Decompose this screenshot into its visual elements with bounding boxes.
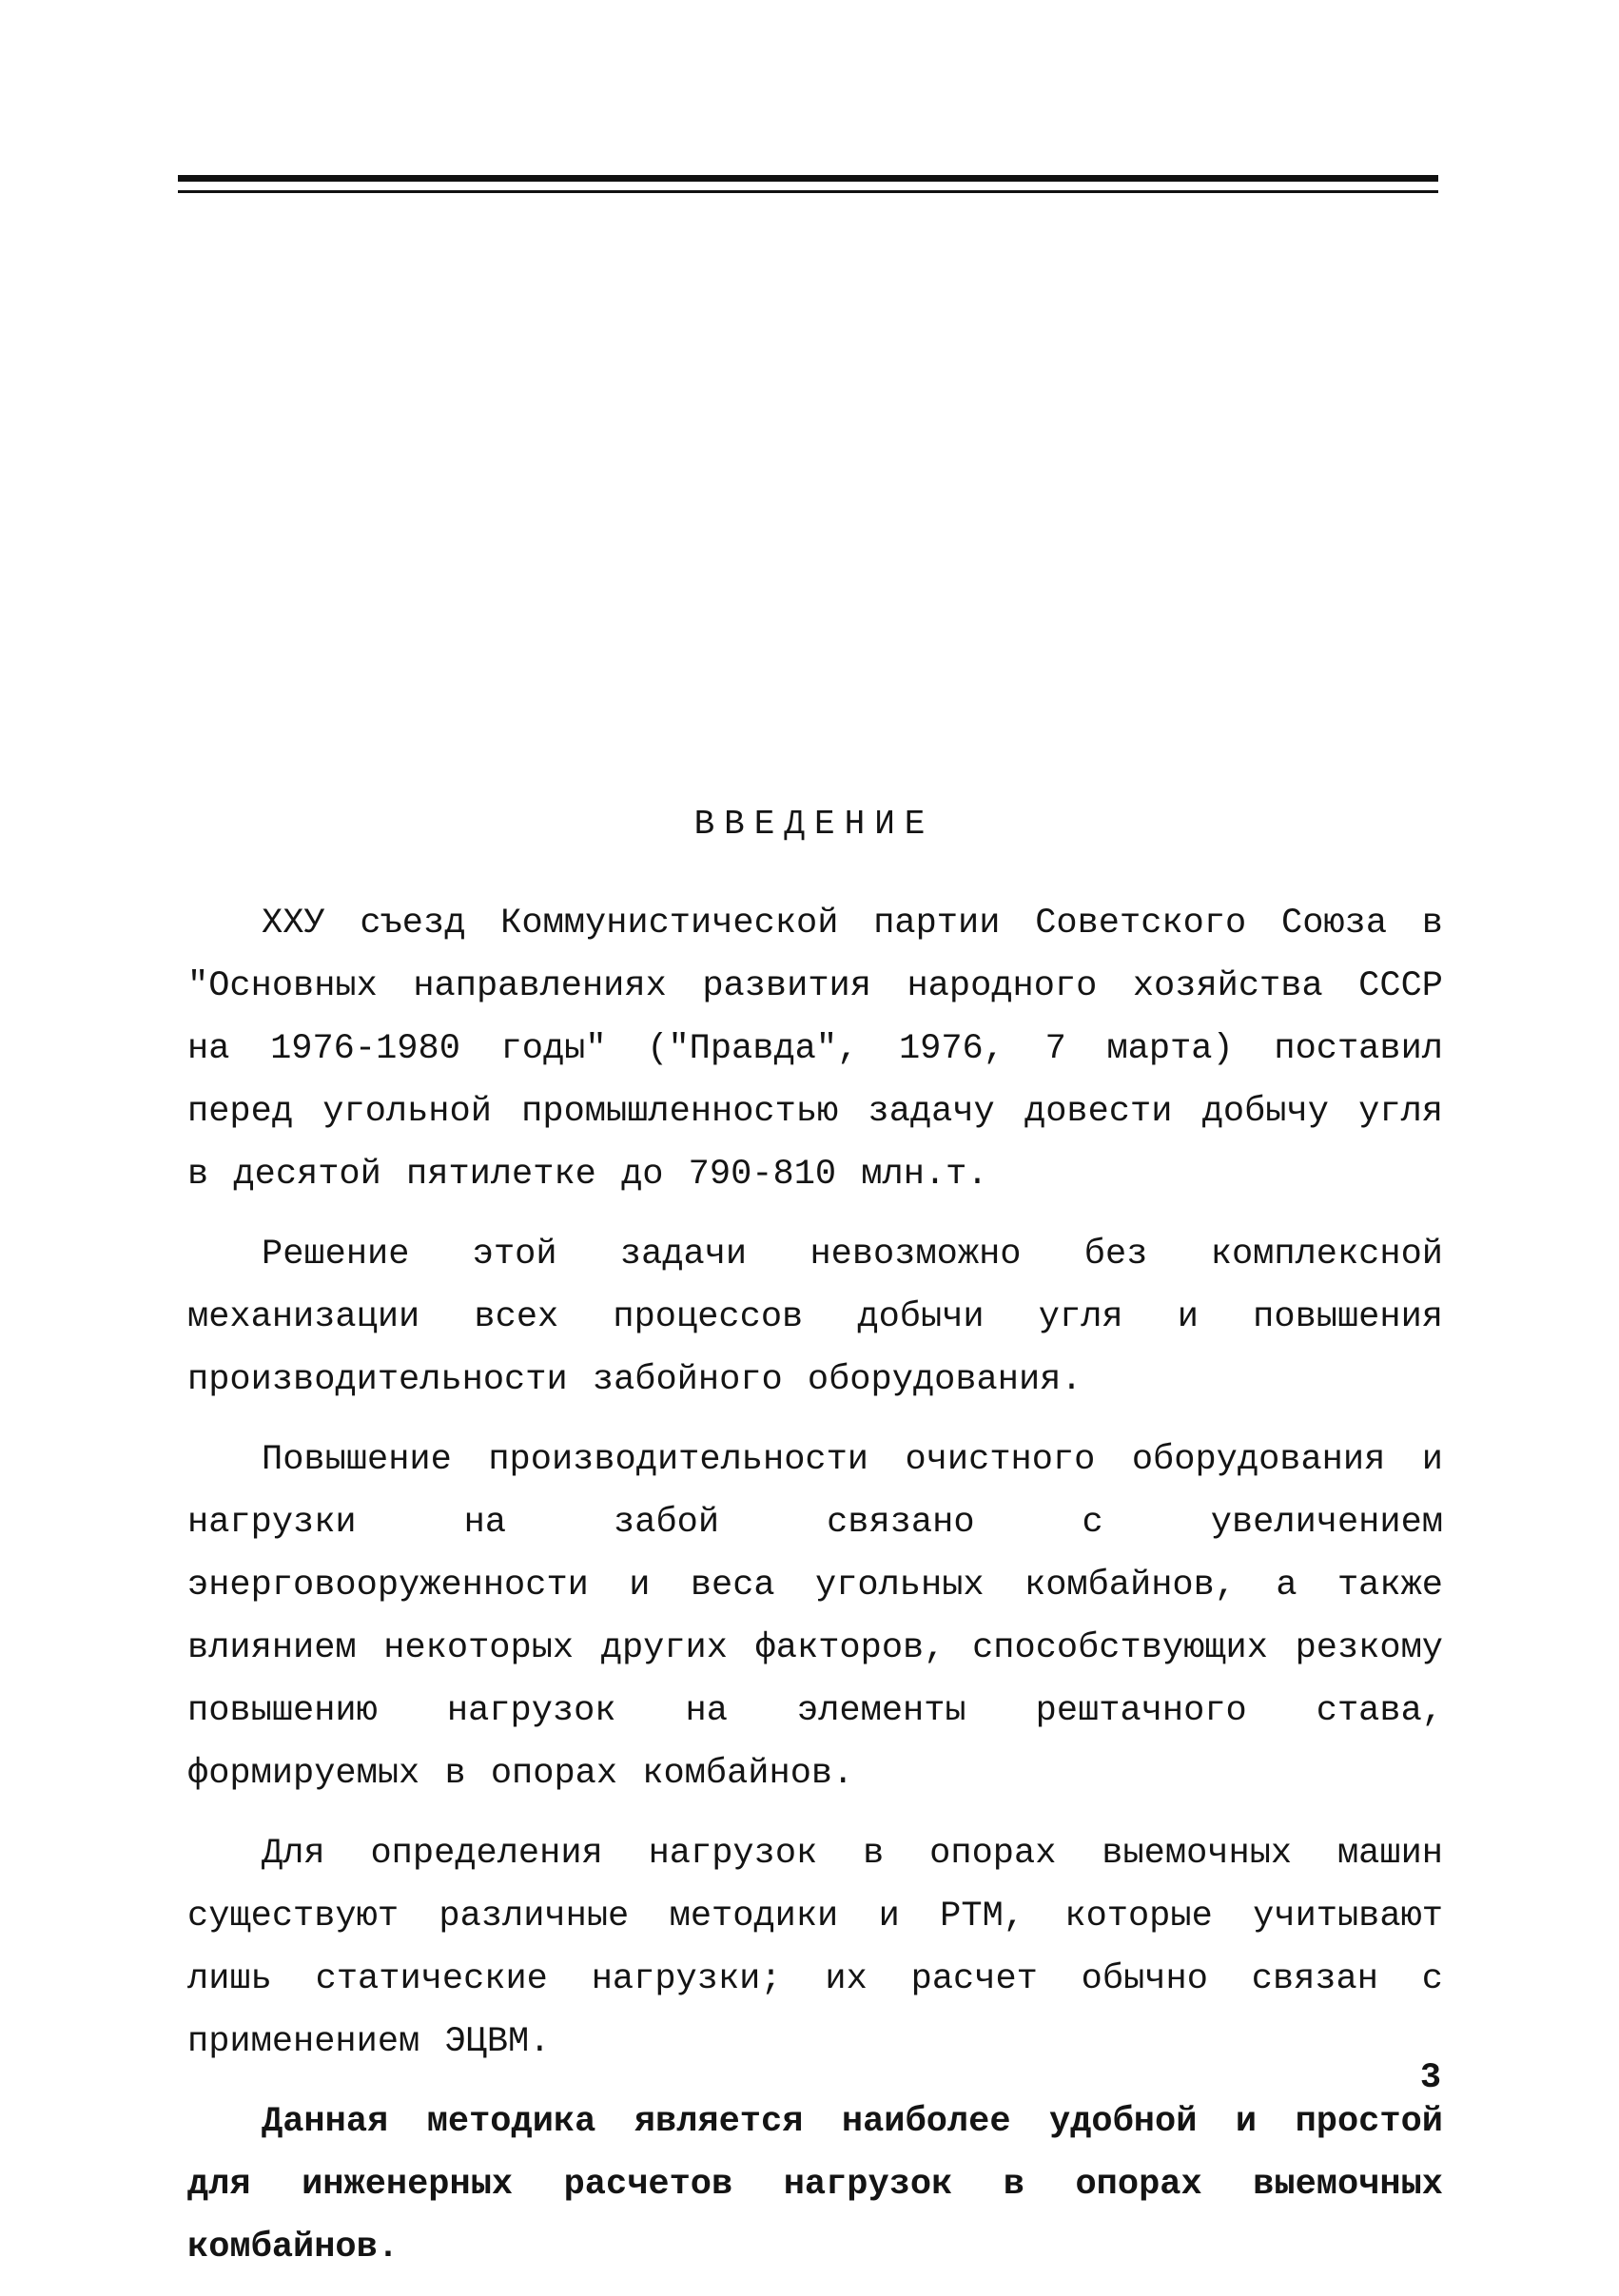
paragraph-this-method: Данная методика является наиболее удобной и простой для инженерных расчетов нагрузок в опорах выемочных комбайнов. — [187, 2102, 1443, 2267]
paragraph-methods: Для определения нагрузок в опорах выемочных машин существуют различные методики и РТМ, которые учитывают лишь статические нагрузки; их расчет обычно связан с применением ЭЦВМ. — [187, 1834, 1443, 2062]
section-heading: ВВЕДЕНИЕ — [693, 805, 935, 844]
page-number: 3 — [1419, 2058, 1442, 2098]
header-rule-thin — [178, 190, 1438, 193]
document-body — [187, 892, 1443, 2296]
paragraph-congress: ХХУ съезд Коммунистической партии Советского Союза в "Основных направлениях развития народного хозяйства СССР на 1976-1980 годы" ("Правда", 1976, 7 марта) поставил перед угольной промышленностью задачу довести добычу угля в десятой пятилетке до 790-810 млн.т. — [187, 904, 1443, 1195]
paragraph-productivity: Повышение производительности очистного оборудования и нагрузки на забой связано с увеличением энерговооруженности и веса угольных комбайнов, а также влиянием некоторых других факторов, способствующих резкому повышению нагрузок на элементы рештачного става, формируемых в опорах комбайнов. — [187, 1440, 1443, 1794]
paragraph-solution: Решение этой задачи невозможно без комплексной механизации всех процессов добычи угля и повышения производительности забойного оборудования. — [187, 1235, 1443, 1400]
header-rule-thick — [178, 175, 1438, 182]
